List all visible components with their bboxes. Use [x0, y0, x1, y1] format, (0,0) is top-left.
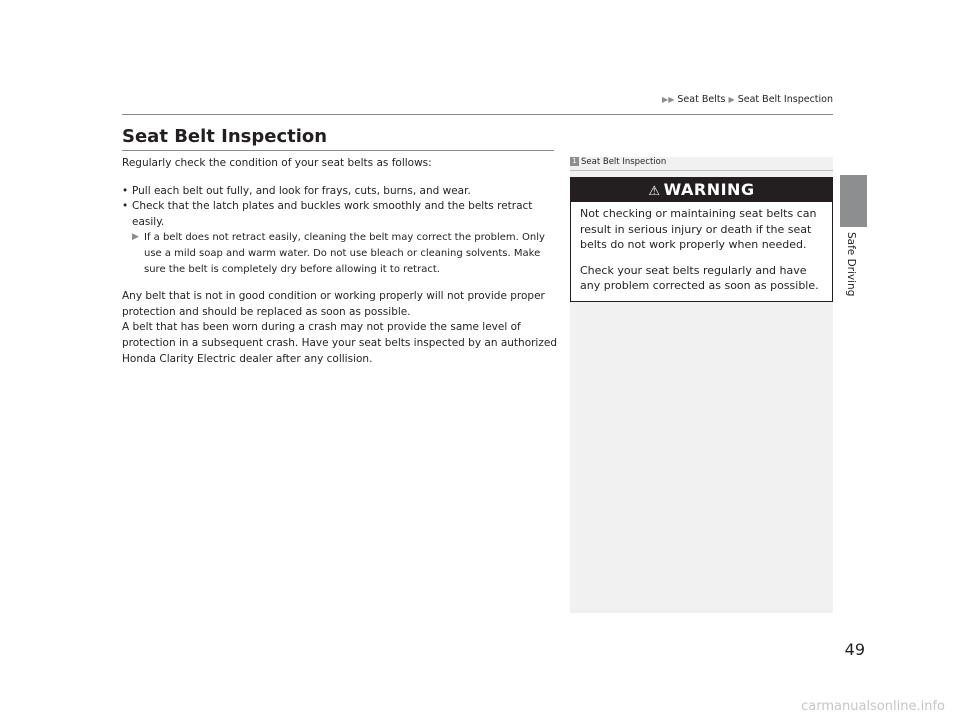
warning-label: WARNING [663, 180, 755, 199]
warning-triangle-icon: ⚠ [648, 184, 661, 199]
section-tab-marker [840, 175, 867, 227]
sub-note [122, 230, 557, 277]
breadcrumb-arrow-icon: ▶ [728, 95, 735, 104]
body-content [122, 156, 557, 367]
page-title: Seat Belt Inspection [122, 126, 328, 147]
watermark: carmanualsonline.info [801, 699, 945, 714]
bullet-icon: • [122, 184, 129, 197]
list-item [122, 199, 557, 230]
reference-marker: 1 [570, 157, 579, 166]
list-item [122, 184, 557, 200]
section-tab-label: Safe Driving [845, 232, 857, 297]
breadcrumb-item[interactable]: Seat Belts [677, 94, 726, 105]
sidebar-heading [570, 157, 833, 167]
sidebar-divider [570, 170, 833, 171]
header-divider [122, 114, 833, 115]
bullet-text: Check that the latch plates and buckles work smoothly and the belts retract easily. [132, 200, 533, 228]
bullet-text: Pull each belt out fully, and look for frays, cuts, burns, and wear. [132, 184, 471, 197]
warning-paragraph: Not checking or maintaining seat belts can result in serious injury or death if the seat belts do not work properly when needed. [580, 207, 817, 251]
page-number: 49 [844, 640, 865, 659]
bullet-icon: • [122, 200, 129, 213]
sub-note-text: If a belt does not retract easily, cleaning the belt may correct the problem. Only use a mild soap and warm water. Do not use bleach or cleaning solvents. Make sure the belt is completely dry before allowing it to retract. [144, 232, 545, 275]
intro-text: Regularly check the condition of your seat belts as follows: [122, 157, 432, 169]
breadcrumb-arrow-icon: ▶▶ [662, 95, 675, 104]
sidebar-heading-text: Seat Belt Inspection [581, 157, 667, 167]
warning-paragraph: Check your seat belts regularly and have any problem corrected as soon as possible. [580, 263, 819, 292]
breadcrumb [0, 94, 833, 105]
warning-text [580, 206, 826, 294]
paragraph: A belt that has been worn during a crash may not provide the same level of protection in a subsequent crash. Have your seat belts inspected by an authorized Honda Clarity Electric dealer after any collision. [122, 321, 557, 365]
title-divider [122, 150, 554, 151]
paragraph: Any belt that is not in good condition or working properly will not provide proper protection and should be replaced as soon as possible. [122, 290, 545, 318]
warning-banner [571, 178, 832, 202]
warning-box [570, 177, 833, 302]
arrow-right-icon: ▶ [132, 232, 139, 243]
breadcrumb-item[interactable]: Seat Belt Inspection [737, 94, 833, 105]
